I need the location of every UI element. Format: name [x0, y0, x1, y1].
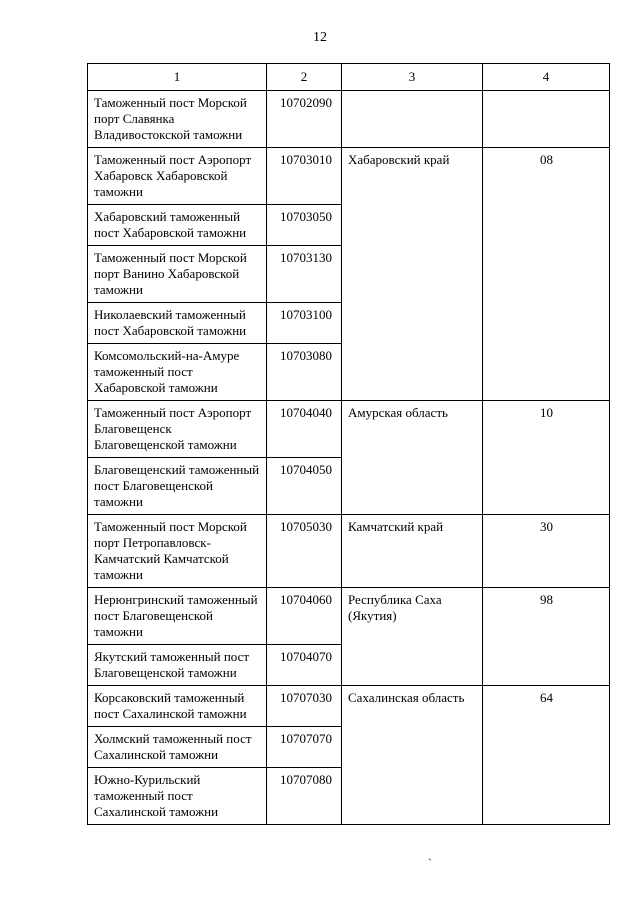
- region-name: Камчатский край: [342, 515, 483, 588]
- post-code: 10705030: [267, 515, 342, 588]
- region-name-empty: [342, 91, 483, 148]
- table-row: [88, 401, 610, 458]
- column-header-3: 3: [342, 64, 483, 91]
- column-header-4: 4: [483, 64, 610, 91]
- post-code: 10703100: [267, 303, 342, 344]
- region-code: 30: [483, 515, 610, 588]
- post-code: 10704040: [267, 401, 342, 458]
- post-code: 10707030: [267, 686, 342, 727]
- post-code: 10704060: [267, 588, 342, 645]
- post-name: Комсомольский-на-Амуре таможенный пост Хабаровской таможни: [88, 344, 267, 401]
- post-code: 10704050: [267, 458, 342, 515]
- table-row: [88, 686, 610, 727]
- post-name: Таможенный пост Морской порт Славянка Владивостокской таможни: [88, 91, 267, 148]
- post-code: 10707070: [267, 727, 342, 768]
- post-code: 10703010: [267, 148, 342, 205]
- column-header-1: 1: [88, 64, 267, 91]
- post-code: 10702090: [267, 91, 342, 148]
- region-code: 64: [483, 686, 610, 825]
- region-code-empty: [483, 91, 610, 148]
- post-name: Корсаковский таможенный пост Сахалинской таможни: [88, 686, 267, 727]
- post-code: 10703130: [267, 246, 342, 303]
- post-name: Таможенный пост Аэропорт Благовещенск Благовещенской таможни: [88, 401, 267, 458]
- post-name: Таможенный пост Аэропорт Хабаровск Хабаровской таможни: [88, 148, 267, 205]
- post-code: 10707080: [267, 768, 342, 825]
- post-name: Таможенный пост Морской порт Ванино Хабаровской таможни: [88, 246, 267, 303]
- post-name: Таможенный пост Морской порт Петропавловск-Камчатский Камчатской таможни: [88, 515, 267, 588]
- post-name: Хабаровский таможенный пост Хабаровской таможни: [88, 205, 267, 246]
- post-name: Нерюнгринский таможенный пост Благовещенской таможни: [88, 588, 267, 645]
- region-name: Республика Саха (Якутия): [342, 588, 483, 686]
- post-code: 10703050: [267, 205, 342, 246]
- footer-mark: `: [428, 856, 432, 870]
- column-header-2: 2: [267, 64, 342, 91]
- table-row: [88, 515, 610, 588]
- post-name: Якутский таможенный пост Благовещенской таможни: [88, 645, 267, 686]
- region-name: Сахалинская область: [342, 686, 483, 825]
- customs-posts-table: [87, 63, 610, 825]
- region-code: 08: [483, 148, 610, 401]
- table-header-row: [88, 64, 610, 91]
- table-row: [88, 91, 610, 148]
- table-row: [88, 148, 610, 205]
- region-name: Хабаровский край: [342, 148, 483, 401]
- table-row: [88, 588, 610, 645]
- post-code: 10704070: [267, 645, 342, 686]
- region-code: 10: [483, 401, 610, 515]
- post-name: Холмский таможенный пост Сахалинской таможни: [88, 727, 267, 768]
- post-name: Южно-Курильский таможенный пост Сахалинской таможни: [88, 768, 267, 825]
- page-number: 12: [313, 30, 327, 45]
- post-name: Благовещенский таможенный пост Благовещенской таможни: [88, 458, 267, 515]
- post-name: Николаевский таможенный пост Хабаровской таможни: [88, 303, 267, 344]
- region-name: Амурская область: [342, 401, 483, 515]
- region-code: 98: [483, 588, 610, 686]
- post-code: 10703080: [267, 344, 342, 401]
